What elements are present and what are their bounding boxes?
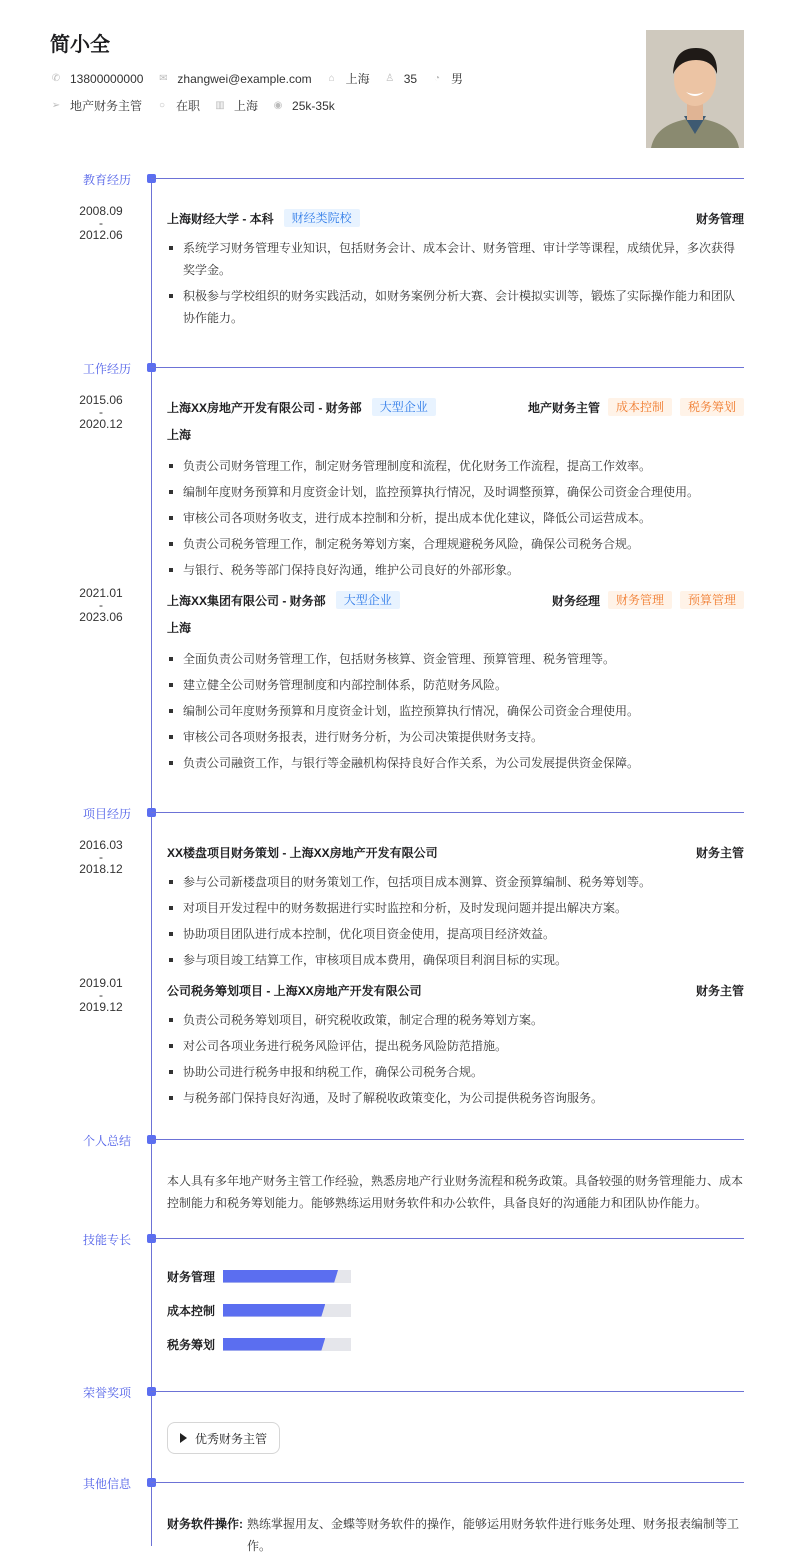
gender-icon: ◔ [434, 72, 441, 84]
section-header-project [0, 804, 794, 820]
project-entry [0, 976, 794, 1109]
entry-title-row [167, 398, 744, 416]
bullet-item: 负责公司税务筹划项目，研究税收政策，制定合理的税务筹划方案。 [167, 1009, 744, 1031]
date-range [71, 205, 131, 241]
section-title: 荣誉奖项 [82, 1386, 131, 1400]
date-sep: - [99, 988, 103, 1002]
section-title: 工作经历 [82, 362, 131, 376]
bullet-list [167, 648, 744, 774]
bullet-item: 审核公司各项财务报表，进行财务分析，为公司决策提供财务支持。 [167, 726, 744, 748]
skill-tag: 预算管理 [680, 591, 744, 609]
section-header-other [0, 1474, 794, 1490]
section-title: 个人总结 [82, 1134, 131, 1148]
section-title: 技能专长 [82, 1233, 131, 1247]
section-header-awards [0, 1383, 794, 1399]
job-location: 上海 [167, 621, 192, 635]
date-end: 2023.06 [79, 610, 123, 624]
work-entry [0, 393, 794, 581]
date-start: 2015.06 [79, 393, 123, 407]
award-label: 优秀财务主管 [195, 1431, 268, 1446]
company-tag: 大型企业 [372, 398, 436, 416]
skill-item [167, 1269, 461, 1283]
age: 35 [403, 71, 418, 86]
bullet-list [167, 1009, 744, 1109]
date-range [71, 394, 131, 430]
skill-item [167, 1303, 461, 1317]
date-end: 2018.12 [79, 862, 123, 876]
section-divider [151, 812, 744, 813]
date-start: 2016.03 [79, 838, 123, 852]
project-title: XX楼盘项目财务策划 - 上海XX房地产开发有限公司 [167, 845, 438, 860]
date-sep: - [99, 850, 103, 864]
bullet-item: 协助项目团队进行成本控制，优化项目资金使用，提高项目经济效益。 [167, 923, 744, 945]
bullet-item: 全面负责公司财务管理工作，包括财务核算、资金管理、预算管理、税务管理等。 [167, 648, 744, 670]
date-range [71, 839, 131, 875]
salary: 25k-35k [292, 98, 335, 113]
bullet-item: 与税务部门保持良好沟通，及时了解税收政策变化，为公司提供税务咨询服务。 [167, 1087, 744, 1109]
company-title: 上海XX房地产开发有限公司 - 财务部 [167, 400, 362, 415]
skill-tag: 财务管理 [608, 591, 672, 609]
home-icon: ⌂ [328, 72, 335, 84]
status: 在职 [176, 99, 201, 113]
skill-name: 成本控制 [167, 1303, 216, 1318]
section-title: 项目经历 [82, 807, 131, 821]
date-range [71, 977, 131, 1013]
section-header-summary [0, 1131, 794, 1147]
job-role: 地产财务主管 [527, 400, 600, 415]
work-entry [0, 586, 794, 774]
date-range [71, 587, 131, 623]
project-role: 财务主管 [695, 845, 744, 860]
skill-bar-fill [223, 1304, 325, 1317]
job-location: 上海 [167, 428, 192, 442]
skill-item [167, 1337, 461, 1351]
bullet-item: 与银行、税务等部门保持良好沟通，维护公司良好的外部形象。 [167, 559, 744, 581]
bullet-list [167, 871, 744, 971]
education-entry [0, 204, 794, 329]
skill-bar [223, 1304, 351, 1317]
bullet-item: 参与公司新楼盘项目的财务策划工作，包括项目成本测算、资金预算编制、税务筹划等。 [167, 871, 744, 893]
date-start: 2019.01 [79, 976, 123, 990]
skills-list [0, 1269, 744, 1371]
date-end: 2019.12 [79, 1000, 123, 1014]
job-role: 财务经理 [551, 593, 600, 608]
skill-name: 税务筹划 [167, 1337, 216, 1352]
company-tag: 大型企业 [336, 591, 400, 609]
section-header-education [0, 170, 794, 186]
summary-text: 本人具有多年地产财务主管工作经验，熟悉房地产行业财务流程和税务政策。具备较强的财务管理能力、成本控制能力和税务筹划能力。能够熟练运用财务软件和办公软件，具备良好的沟通能力和团队协作能力。 [167, 1174, 744, 1210]
send-icon: ➢ [51, 99, 61, 111]
status-icon: ○ [158, 99, 166, 111]
job-intent-row [50, 97, 349, 114]
skill-tag: 税务筹划 [680, 398, 744, 416]
section-divider [151, 1482, 744, 1483]
bullet-item: 审核公司各项财务收支，进行成本控制和分析，提出成本优化建议，降低公司运营成本。 [167, 507, 744, 529]
date-sep: - [99, 405, 103, 419]
skill-bar-fill [223, 1270, 338, 1283]
section-divider [151, 367, 744, 368]
project-entry [0, 838, 794, 971]
section-title: 教育经历 [82, 173, 131, 187]
skill-bar-fill [223, 1338, 325, 1351]
bullet-item: 负责公司融资工作，与银行等金融机构保持良好合作关系，为公司发展提供资金保障。 [167, 752, 744, 774]
date-sep: - [99, 216, 103, 230]
date-start: 2021.01 [79, 586, 123, 600]
bullet-item: 编制年度财务预算和月度资金计划，监控预算执行情况，及时调整预算，确保公司资金合理使用。 [167, 481, 744, 503]
skill-bar [223, 1338, 351, 1351]
section-divider [151, 178, 744, 179]
mail-icon: ✉ [159, 72, 168, 84]
section-header-work [0, 359, 794, 375]
skill-tag: 成本控制 [608, 398, 672, 416]
avatar-photo [646, 30, 744, 148]
other-info-key: 财务软件操作: [167, 1517, 243, 1531]
bullet-item: 协助公司进行税务申报和纳税工作，确保公司税务合规。 [167, 1061, 744, 1083]
entry-title-row [167, 981, 744, 999]
award-item[interactable] [167, 1422, 280, 1454]
date-end: 2020.12 [79, 417, 123, 431]
bullet-item: 负责公司财务管理工作，制定财务管理制度和流程，优化财务工作流程，提高工作效率。 [167, 455, 744, 477]
date-start: 2008.09 [79, 204, 123, 218]
bullet-item: 对公司各项业务进行税务风险评估，提出税务风险防范措施。 [167, 1035, 744, 1057]
section-header-skills [0, 1230, 794, 1246]
bullet-item: 编制公司年度财务预算和月度资金计划，监控预算执行情况，确保公司资金合理使用。 [167, 700, 744, 722]
email: zhangwei@example.com [177, 71, 312, 86]
bullet-item: 建立健全公司财务管理制度和内部控制体系，防范财务风险。 [167, 674, 744, 696]
entry-title-row [167, 843, 744, 861]
section-divider [151, 1238, 744, 1239]
date-sep: - [99, 598, 103, 612]
bullet-item: 系统学习财务管理专业知识，包括财务会计、成本会计、财务管理、审计学等课程，成绩优异，多次获得奖学金。 [167, 237, 744, 281]
skill-name: 财务管理 [167, 1269, 216, 1284]
entry-title-row [167, 209, 744, 227]
company-title: 上海XX集团有限公司 - 财务部 [167, 593, 326, 608]
other-info-item [0, 1513, 794, 1557]
bullet-item: 积极参与学校组织的财务实践活动，如财务案例分析大赛、会计模拟实训等，锻炼了实际操作能力和团队协作能力。 [167, 285, 744, 329]
skill-bar [223, 1270, 351, 1283]
school-tag: 财经类院校 [284, 209, 360, 227]
work-city: 上海 [234, 99, 259, 113]
project-title: 公司税务筹划项目 - 上海XX房地产开发有限公司 [167, 983, 422, 998]
school-title: 上海财经大学 - 本科 [167, 211, 274, 226]
date-end: 2012.06 [79, 228, 123, 242]
contact-row [50, 70, 477, 87]
major: 财务管理 [695, 211, 744, 226]
candidate-name: 简小全 [50, 34, 110, 56]
project-role: 财务主管 [695, 983, 744, 998]
salary-icon: ◉ [273, 99, 283, 111]
age-icon: ♙ [385, 72, 395, 84]
phone-icon: ✆ [51, 72, 61, 84]
phone: 13800000000 [70, 71, 144, 86]
bullet-list [167, 455, 744, 581]
other-info-value: 熟练掌握用友、金蝶等财务软件的操作，能够运用财务软件进行账务处理、财务报表编制等工作。 [247, 1517, 740, 1553]
bullet-list [167, 237, 744, 329]
building-icon: ▥ [215, 99, 225, 111]
bullet-item: 参与项目竣工结算工作，审核项目成本费用，确保项目利润目标的实现。 [167, 949, 744, 971]
city: 上海 [345, 72, 370, 86]
section-divider [151, 1139, 744, 1140]
section-title: 其他信息 [82, 1477, 131, 1491]
gender: 男 [451, 72, 464, 86]
entry-title-row [167, 591, 744, 609]
position: 地产财务主管 [70, 99, 143, 113]
bullet-item: 负责公司税务管理工作，制定税务筹划方案，合理规避税务风险，确保公司税务合规。 [167, 533, 744, 555]
play-icon [180, 1433, 187, 1443]
bullet-item: 对项目开发过程中的财务数据进行实时监控和分析，及时发现问题并提出解决方案。 [167, 897, 744, 919]
resume-body [0, 170, 794, 1557]
section-divider [151, 1391, 744, 1392]
